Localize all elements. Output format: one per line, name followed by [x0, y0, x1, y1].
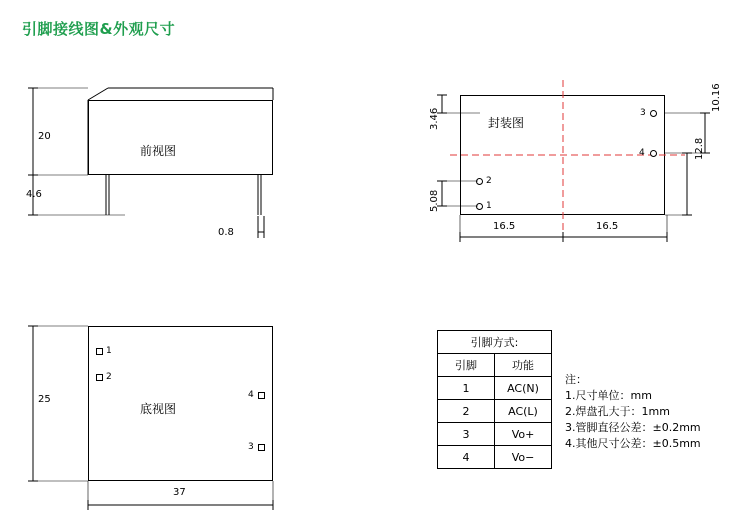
pin-table-group [437, 330, 552, 469]
front-view-dim-pin-width-label: 0.8 [218, 227, 234, 238]
bottom-view-dim-width-label: 37 [173, 487, 186, 498]
bottom-view-pad-4-label: 4 [248, 390, 254, 400]
package-pad-3 [650, 110, 657, 117]
package-dim-bottom-right-label: 16.5 [596, 221, 619, 232]
pin-table-title-row [438, 331, 552, 354]
front-view-dim-pin-width [250, 212, 320, 242]
table-row [438, 377, 552, 400]
table-row [438, 423, 552, 446]
pin-table-header-pin: 引脚 [438, 354, 495, 377]
pin-number: 1 [438, 377, 495, 400]
pin-table-header-row [438, 354, 552, 377]
bottom-view-pad-2-label: 2 [106, 372, 112, 382]
package-pad-4 [650, 150, 657, 157]
front-view-group [0, 0, 340, 260]
note-item: 4.其他尺寸公差：±0.5mm [565, 437, 701, 450]
front-view-dim-height-label: 20 [38, 131, 51, 142]
front-view-label: 前视图 [140, 144, 177, 158]
pin-function: AC(N) [495, 377, 552, 400]
bottom-view-group [0, 300, 340, 532]
package-dim-left-label: 5.08 [429, 189, 440, 212]
package-dim-bottom [455, 215, 680, 250]
package-dim-right-top-label: 10.16 [711, 83, 722, 112]
notes-block [565, 372, 701, 452]
pin-table [437, 330, 552, 469]
table-row [438, 400, 552, 423]
front-view-dim-pin-height-label: 4.6 [26, 189, 42, 200]
package-dim-top-label: 3.46 [429, 107, 440, 130]
bottom-view-dim-height-label: 25 [38, 394, 51, 405]
pin-number: 2 [438, 400, 495, 423]
pin-table-header-function: 功能 [495, 354, 552, 377]
note-item: 3.管脚直径公差：±0.2mm [565, 421, 701, 434]
package-pad-4-label: 4 [639, 148, 645, 158]
front-view-dim-height [25, 88, 95, 183]
bottom-view-pad-3-label: 3 [248, 442, 254, 452]
table-row [438, 446, 552, 469]
bottom-view-dim-height [25, 320, 95, 490]
bottom-view-pad-4 [258, 392, 265, 399]
pin-function: Vo− [495, 446, 552, 469]
notes-title: 注： [565, 373, 587, 386]
pin-function: Vo+ [495, 423, 552, 446]
note-item: 2.焊盘孔大于：1mm [565, 405, 670, 418]
bottom-view-dim-width [80, 480, 290, 520]
pin-table-title: 引脚方式: [438, 331, 552, 354]
pin-number: 4 [438, 446, 495, 469]
package-pad-1-label: 1 [486, 201, 492, 211]
bottom-view-pad-3 [258, 444, 265, 451]
front-view-dim-pin-height [25, 175, 95, 225]
package-view-label: 封装图 [488, 116, 525, 130]
page-title: 引脚接线图&外观尺寸 [22, 20, 176, 38]
package-view-group [400, 0, 750, 260]
pin-function: AC(L) [495, 400, 552, 423]
package-pad-3-label: 3 [640, 108, 646, 118]
bottom-view-pad-2 [96, 374, 103, 381]
package-pad-2-label: 2 [486, 176, 492, 186]
bottom-view-label: 底视图 [140, 402, 177, 416]
bottom-view-body [88, 326, 273, 481]
package-dim-bottom-left-label: 16.5 [493, 221, 516, 232]
bottom-view-pad-1 [96, 348, 103, 355]
bottom-view-pad-1-label: 1 [106, 346, 112, 356]
pin-number: 3 [438, 423, 495, 446]
note-item: 1.尺寸单位：mm [565, 389, 652, 402]
package-dim-right-bottom-label: 12.8 [694, 137, 705, 160]
